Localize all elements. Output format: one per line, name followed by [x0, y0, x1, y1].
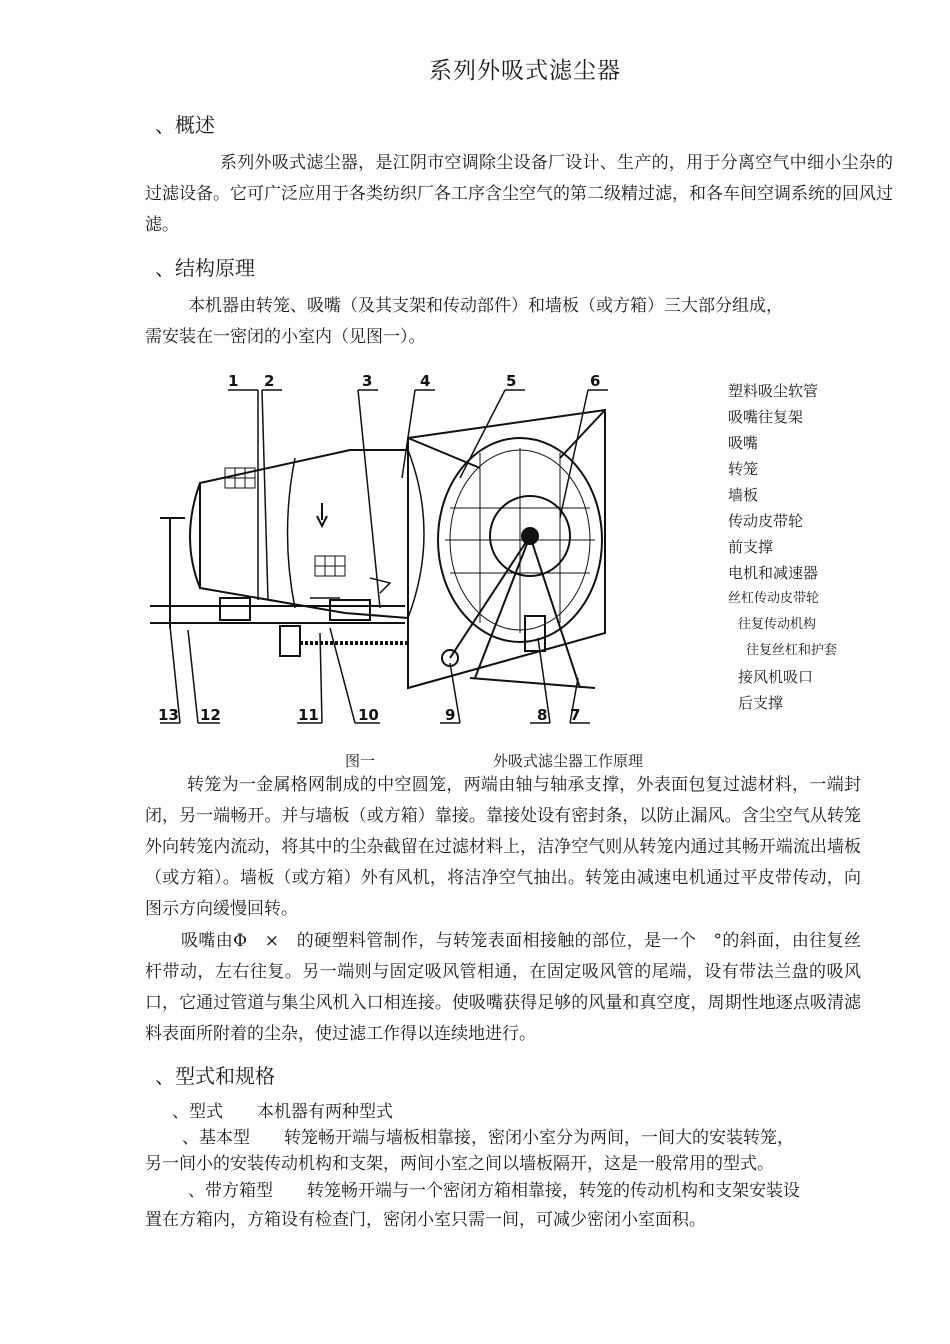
legend-item-7: 前支撑	[728, 538, 774, 556]
overview-paragraph: 系列外吸式滤尘器，是江阴市空调除尘设备厂设计、生产的，用于分离空气中细小尘杂的过滤设备。它可广泛应用于各类纺织厂各工序含尘空气的第二级精过滤，和各车间空调系统的回风过滤。	[145, 153, 893, 235]
figure-number-7: 7	[570, 706, 581, 724]
legend-item-13: 后支撑	[738, 694, 784, 712]
figure-number-10: 10	[358, 706, 379, 724]
models-line-1: 、型式 本机器有两种型式	[172, 1102, 393, 1122]
filter-machine-diagram	[140, 368, 620, 738]
models-line-2: 、基本型 转笼畅开端与墙板相靠接，密闭小室分为两间，一间大的安装转笼，	[182, 1128, 794, 1148]
legend-item-12: 接风机吸口	[738, 668, 814, 686]
legend-item-3: 吸嘴	[728, 434, 759, 452]
structure-intro-line-1: 本机器由转笼、吸嘴（及其支架和传动部件）和墙板（或方箱）三大部分组成，	[188, 296, 783, 316]
legend-item-8: 电机和减速器	[728, 564, 819, 582]
legend-item-9: 丝杠传动皮带轮	[728, 591, 820, 606]
figure-number-8: 8	[537, 706, 548, 724]
figure-number-9: 9	[445, 706, 456, 724]
figure-caption-label: 图一	[345, 752, 376, 770]
figure-number-4: 4	[420, 372, 431, 390]
structure-intro-line-2: 需安装在一密闭的小室内（见图一）。	[145, 327, 426, 347]
legend-item-6: 传动皮带轮	[728, 512, 804, 530]
legend-item-11: 往复丝杠和护套	[746, 643, 838, 658]
section-heading-models: 、型式和规格	[155, 1064, 275, 1088]
models-line-4: 、带方箱型 转笼畅开端与一个密闭方箱相靠接，转笼的传动机构和支架安装设	[188, 1181, 800, 1201]
legend-item-1: 塑料吸尘软管	[728, 382, 819, 400]
section-heading-structure: 、结构原理	[155, 256, 255, 280]
figure-caption-title: 外吸式滤尘器工作原理	[493, 752, 644, 770]
cage-description-paragraph: 转笼为一金属格网制成的中空圆笼，两端由轴与轴承支撑，外表面包复过滤材料，一端封闭，另一端畅开。并与墙板（或方箱）靠接。靠接处设有密封条，以防止漏风。含尘空气从转笼外向转笼内流动，将其中的尘杂截留在过滤材料上，洁净空气则从转笼内通过其畅开端流出墙板（或方箱）。墙板（或方箱）外有风机，将洁净空气抽出。转笼由减速电机通过平皮带传动，向图示方向缓慢回转。	[145, 775, 861, 919]
figure-number-5: 5	[506, 372, 517, 390]
figure-number-1: 1	[228, 372, 239, 390]
models-line-3: 另一间小的安装传动机构和支架，两间小室之间以墙板隔开，这是一般常用的型式。	[145, 1154, 774, 1174]
figure-number-2: 2	[264, 372, 275, 390]
figure-legend	[728, 378, 837, 716]
figure-number-12: 12	[200, 706, 221, 724]
legend-item-2: 吸嘴往复架	[728, 408, 804, 426]
models-line-5: 置在方箱内，方箱设有检查门，密闭小室只需一间，可减少密闭小室面积。	[145, 1210, 706, 1230]
figure-number-6: 6	[590, 372, 601, 390]
legend-item-4: 转笼	[728, 460, 759, 478]
legend-item-5: 墙板	[728, 486, 759, 504]
figure-number-13: 13	[158, 706, 179, 724]
legend-item-10: 往复传动机构	[738, 617, 817, 632]
figure-number-3: 3	[362, 372, 373, 390]
page-title: 系列外吸式滤尘器	[429, 58, 621, 84]
figure-number-11: 11	[298, 706, 319, 724]
nozzle-description-paragraph: 吸嘴由Φ × 的硬塑料管制作，与转笼表面相接触的部位，是一个 °的斜面，由往复丝杆带动，左右往复。另一端则与固定吸风管相通，在固定吸风管的尾端，设有带法兰盘的吸风口，它通过管道与集尘风机入口相连接。使吸嘴获得足够的风量和真空度，周期性地逐点吸清滤料表面所附着的尘杂，使过滤工作得以连续地进行。	[145, 931, 861, 1044]
section-heading-overview: 、概述	[155, 113, 215, 137]
